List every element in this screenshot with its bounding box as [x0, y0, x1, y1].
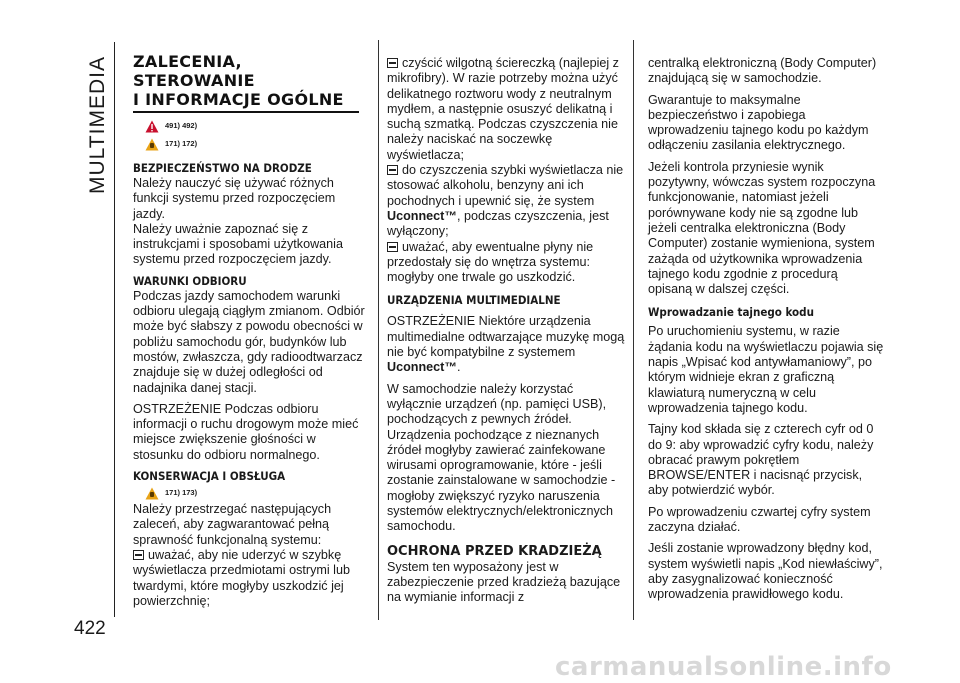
- warning-triangle-icon: [145, 120, 159, 133]
- heading-maintenance: KONSERWACJA I OBSŁUGA: [133, 469, 286, 484]
- watermark: carmanualsonline.info: [555, 652, 892, 682]
- column-separator: [378, 40, 379, 620]
- paragraph: Należy nauczyć się używać różnych funkcji systemu przed rozpoczęciem jazdy.: [133, 176, 336, 221]
- column-2: [387, 56, 625, 606]
- paragraph-warning: OSTRZEŻENIE Niektóre urządzenia multimedialne odtwarzające muzykę mogą nie być kompatybilne z systemem Uconnect™.: [387, 314, 625, 375]
- section-title-line2: I INFORMACJE OGÓLNE: [133, 90, 344, 109]
- caution-hand-icon: [145, 138, 159, 151]
- heading-reception: WARUNKI ODBIORU: [133, 273, 247, 288]
- bullet-square-icon: [387, 165, 398, 175]
- column-3: [648, 56, 884, 603]
- bullet-item: uważać, aby ewentualne płyny nie przedostały się do wnętrza systemu: mogłyby one trwale go uszkodzić.: [387, 239, 594, 285]
- paragraph: Podczas jazdy samochodem warunki odbioru ulegają ciągłym zmianom. Odbiór może być słabszy z powodu obecności w pobliżu samochodu gór, budynków lub mostów, zwłaszcza, gdy radioodtwarzacz znajduje się w dużej odległości od nadajnika danej stacji.: [133, 288, 365, 395]
- caution-refs-text: 171) 173): [165, 488, 198, 498]
- paragraph: Jeżeli kontrola przyniesie wynik pozytywny, wówczas system rozpoczyna funkcjonowanie, natomiast jeżeli porównywane kody nie są zgodne lub jeżeli centralka elektroniczna (Body Computer) zostanie wymieniona, system zażąda od użytkownika wprowadzenia tajnego kodu zgodnie z procedurą opisaną w dalszej części.: [648, 159, 876, 297]
- heading-theft-protection: OCHRONA PRZED KRADZIEŻĄ: [387, 543, 602, 559]
- paragraph: Po uruchomieniu systemu, w razie żądania kodu na wyświetlaczu pojawia się napis „Wpisać kod antywłamaniowy”, po którym widnieje ekran z graficzną klawiaturą numeryczną w celu wprowadzenia tajnego kodu.: [648, 324, 884, 415]
- page-number: 422: [74, 618, 106, 639]
- section-side-label: MULTIMEDIA: [86, 56, 109, 194]
- title-underline: [133, 111, 359, 113]
- paragraph-warning: OSTRZEŻENIE Podczas odbioru informacji o ruchu drogowym może mieć miejsce zwiększenie głośności w stosunku do odbioru normalnego.: [133, 401, 359, 462]
- section-title-line1: ZALECENIA, STEROWANIE: [133, 52, 255, 90]
- column-separator: [633, 40, 634, 620]
- paragraph: Gwarantuje to maksymalne bezpieczeństwo i zapobiega wprowadzeniu tajnego kodu po każdym odłączeniu zasilania elektrycznego.: [648, 92, 869, 153]
- caution-refs: [145, 135, 365, 153]
- paragraph: Po wprowadzeniu czwartej cyfry system zaczyna działać.: [648, 504, 871, 535]
- bullet-square-icon: [387, 58, 398, 68]
- bullet-square-icon: [387, 242, 398, 252]
- bullet-item: do czyszczenia szybki wyświetlacza nie stosować alkoholu, benzyny ani ich pochodnych i upewnić się, że system Uconnect™, podczas czyszczenia, jest wyłączony;: [387, 163, 624, 239]
- caution-refs-text: 171) 172): [165, 139, 198, 149]
- paragraph: W samochodzie należy korzystać wyłącznie urządzeń (np. pamięci USB), pochodzących z pewnych źródeł. Urządzenia pochodzące z nieznanych źródeł mogłyby zawierać zainfekowane wirusami oprogramowanie, które - jeśli zostanie zainstalowane w samochodzie - mogłoby zwiększyć ryzyko naruszenia systemów elektrycznych/elektronicznych samochodu.: [387, 381, 616, 534]
- paragraph: Należy przestrzegać następujących zaleceń, aby zagwarantować pełną sprawność funkcjonalną systemu:: [133, 502, 332, 547]
- paragraph: Należy uważnie zapoznać się z instrukcjami i sposobami użytkowania systemu przed rozpoczęciem jazdy.: [133, 221, 343, 267]
- paragraph: Tajny kod składa się z czterech cyfr od 0 do 9: aby wprowadzić cyfry kodu, należy obracać prawym pokrętłem BROWSE/ENTER i nacisnąć przycisk, aby potwierdzić wybór.: [648, 422, 874, 498]
- side-rule: [114, 42, 115, 617]
- bullet-square-icon: [133, 550, 144, 560]
- heading-enter-code: Wprowadzanie tajnego kodu: [648, 305, 814, 320]
- heading-road-safety: BEZPIECZEŃSTWO NA DRODZE: [133, 161, 312, 175]
- paragraph: System ten wyposażony jest w zabezpieczenie przed kradzieżą bazujące na wymianie informacji z: [387, 559, 621, 605]
- paragraph: centralką elektroniczną (Body Computer) znajdującą się w samochodzie.: [648, 56, 877, 86]
- paragraph: Jeśli zostanie wprowadzony błędny kod, system wyświetli napis „Kod niewłaściwy”, aby zasygnalizować konieczność wprowadzenia prawidłowego kodu.: [648, 541, 883, 602]
- bullet-item: uważać, aby nie uderzyć w szybkę wyświetlacza przedmiotami ostrymi lub twardymi, które mogłyby uszkodzić jej powierzchnię;: [133, 547, 350, 608]
- column-1: [133, 52, 365, 609]
- warning-refs-text: 491) 492): [165, 121, 198, 131]
- bullet-item: czyścić wilgotną ściereczką (najlepiej z mikrofibry). W razie potrzeby można użyć delikatnego roztworu wody z neutralnym mydłem, a następnie osuszyć delikatną i suchą szmatką. Podczas czyszczenia nie należy naciskać na soczewkę wyświetlacza;: [387, 56, 619, 162]
- heading-multimedia-devices: URZĄDZENIA MULTIMEDIALNE: [387, 293, 561, 308]
- caution-hand-icon: [145, 487, 159, 500]
- warning-refs: [145, 117, 365, 135]
- caution-refs-2: [145, 484, 365, 502]
